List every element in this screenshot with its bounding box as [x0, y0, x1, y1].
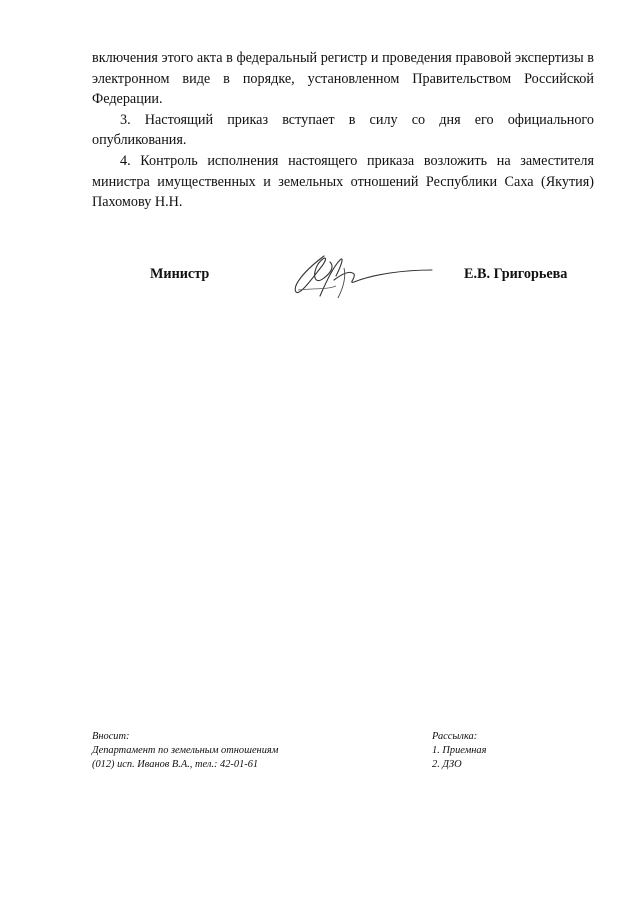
footer-distribution-item: 2. ДЗО	[432, 759, 462, 770]
footer-author-label: Вносит:	[92, 731, 130, 742]
signatory-name: Е.В. Григорьева	[464, 266, 568, 282]
handwritten-signature	[284, 246, 434, 306]
paragraph-4: 4. Контроль исполнения настоящего приказа возложить на заместителя министра имущественных и земельных отношений Республики Саха (Якутия) Пахомову Н.Н.	[92, 152, 594, 211]
paragraph-3: 3. Настоящий приказ вступает в силу со дня его официального опубликования.	[92, 111, 594, 149]
footer-distribution	[432, 730, 486, 772]
signature-block	[0, 258, 640, 298]
footer-distribution-label: Рассылка:	[432, 731, 478, 742]
paragraph-continuation: включения этого акта в федеральный регистр и проведения правовой экспертизы в электронном виде в порядке, установленном Правительством Российской Федерации.	[92, 50, 594, 108]
document-body	[92, 48, 594, 213]
footer-author	[92, 730, 278, 772]
signatory-title: Министр	[150, 266, 210, 282]
footer-author-department: Департамент по земельным отношениям	[92, 745, 279, 756]
footer-distribution-item: 1. Приемная	[432, 745, 487, 756]
footer-author-contact: (012) исп. Иванов В.А., тел.: 42-01-61	[92, 759, 259, 770]
